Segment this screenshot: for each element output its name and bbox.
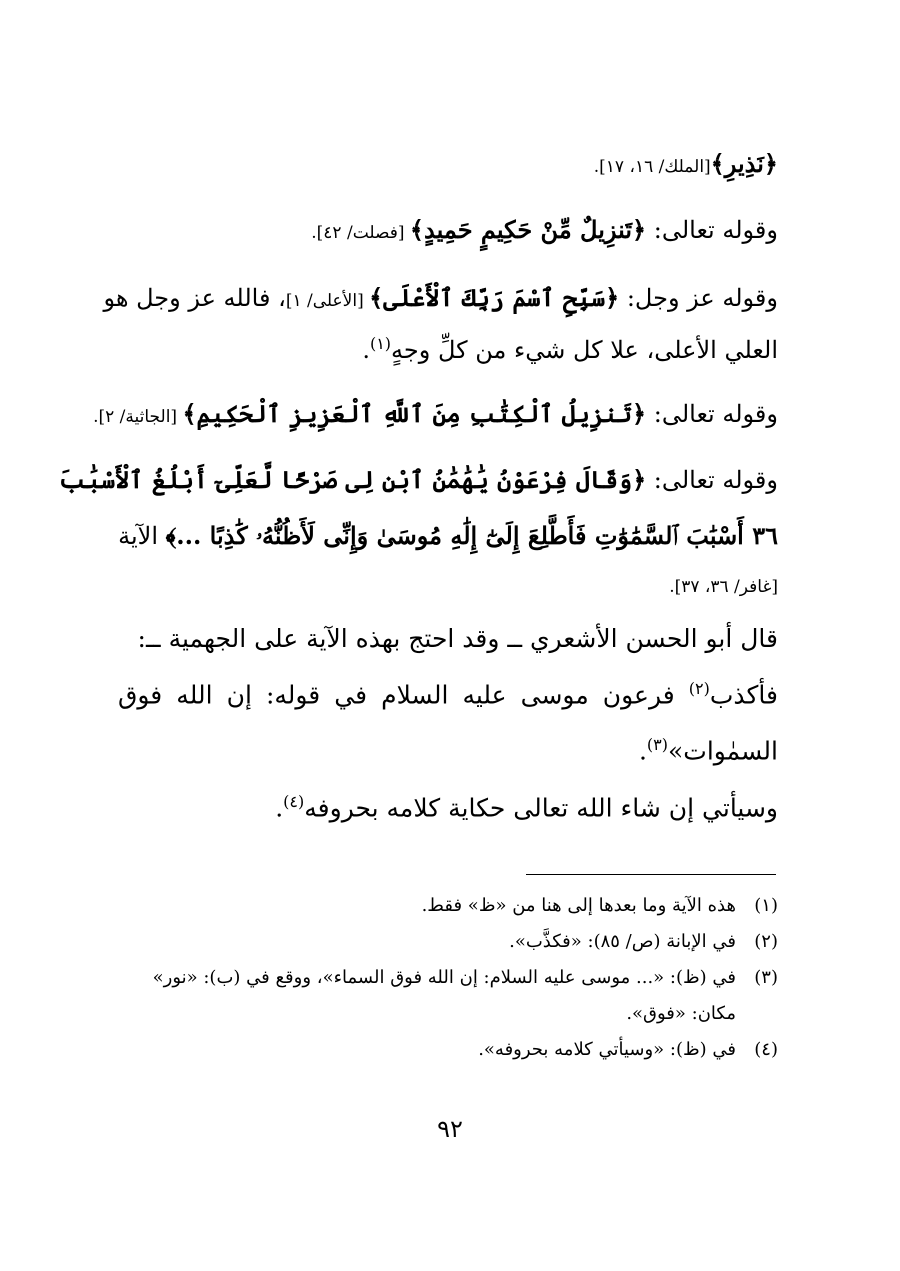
verse-line-2 xyxy=(311,212,778,251)
paragraph-line-3 xyxy=(118,777,778,833)
text: فأكذب xyxy=(709,680,778,710)
footnote-text: في (ظ): «... موسى عليه السلام: إن الله فوق السماء»، ووقع في (ب): «نور» xyxy=(152,967,736,988)
text: وسيأتي إن شاء الله تعالى حكاية كلامه بحروفه xyxy=(304,792,778,822)
surah-reference: [الأعلى/ ١] xyxy=(285,291,370,311)
quran-text: ﴿تَنزِيلُ ٱلْكِتَٰبِ مِنَ ٱللَّهِ ٱلْعَزِيزِ ٱلْحَكِيمِ﴾ xyxy=(182,399,647,428)
footnote-number: (١) xyxy=(754,895,778,916)
verse-line-5c xyxy=(669,566,778,605)
footnote-separator xyxy=(526,874,776,875)
footnote-number: (٢) xyxy=(754,931,778,952)
period: . xyxy=(362,336,370,364)
verse-line-1 xyxy=(594,146,778,185)
footnote-ref: (٣) xyxy=(646,735,668,755)
paragraph-line-1: قال أبو الحسن الأشعري ــ وقد احتج بهذه الآية على الجهمية ــ: xyxy=(137,624,778,653)
quran-text: ﴿وَقَالَ فِرْعَوْنُ يَٰهَٰمَٰنُ ٱبْنِ لِى صَرْحًا لَّعَلِّىٓ أَبْلُغُ ٱلْأَسْبَٰبَ xyxy=(58,465,647,494)
commentary-text: ، فالله عز وجل هو xyxy=(103,284,286,312)
page-number: ٩٢ xyxy=(437,1115,463,1143)
paragraph-line-2 xyxy=(118,664,778,777)
footnote-continuation: مكان: «فوق». xyxy=(626,1003,736,1024)
footnote-item xyxy=(118,888,778,924)
quran-text: ٣٦ أَسْبَٰبَ ٱلسَّمَٰوَٰتِ فَأَطَّلِعَ إِلَىٰٓ إِلَٰهِ مُوسَىٰ وَإِنِّى لَأَظُنُّهُۥ كَٰذِبًا ...﴾ xyxy=(165,521,778,550)
surah-reference: [الجاثية/ ٢]. xyxy=(93,407,183,427)
footnote-ref: (٤) xyxy=(283,791,305,811)
footnote-text: في (ظ): «وسيأتي كلامه بحروفه». xyxy=(478,1039,736,1060)
surah-reference: [غافر/ ٣٦، ٣٧]. xyxy=(669,577,778,597)
quran-text: ﴿سَبِّحِ ٱسْمَ رَبِّكَ ٱلْأَعْلَى﴾ xyxy=(369,283,620,312)
footnote-ref: (٢) xyxy=(688,679,710,698)
period: . xyxy=(275,792,284,822)
footnote-item xyxy=(118,960,778,996)
surah-reference: [فصلت/ ٤٢]. xyxy=(311,223,410,243)
quran-text: ﴿تَنزِيلٌ مِّنْ حَكِيمٍ حَمِيدٍ﴾ xyxy=(409,215,647,244)
verse-line-3 xyxy=(103,280,778,319)
footnote-ref: (١) xyxy=(369,334,392,353)
surah-reference: [الملك/ ١٦، ١٧]. xyxy=(593,157,711,177)
commentary-text: العلي الأعلى، علا كل شيء من كلِّ وجهٍ xyxy=(391,336,778,364)
text: فرعون موسى عليه السلام في قوله: إن الله فوق السمٰوات» xyxy=(118,680,778,766)
intro-text: وقوله تعالى: xyxy=(646,466,778,494)
main-paragraph xyxy=(118,614,778,833)
verse-line-5 xyxy=(59,462,778,498)
intro-text: وقوله تعالى: xyxy=(646,400,778,428)
footnote-number: (٣) xyxy=(754,967,778,988)
verse-line-3b xyxy=(362,326,778,368)
footnote-item xyxy=(118,924,778,960)
footnote-text: في الإبانة (ص/ ٨٥): «فكذَّب». xyxy=(509,931,736,952)
intro-text: وقوله تعالى: xyxy=(646,216,778,244)
verse-line-5b xyxy=(118,518,778,554)
footnote-number: (٤) xyxy=(754,1039,778,1060)
footnotes xyxy=(118,888,778,1068)
footnote-text: هذه الآية وما بعدها إلى هنا من «ظ» فقط. xyxy=(421,895,736,916)
verse-line-4 xyxy=(93,396,778,435)
commentary-text: الآية xyxy=(118,522,166,550)
period: . xyxy=(638,736,647,766)
footnote-item xyxy=(118,1032,778,1068)
intro-text: وقوله عز وجل: xyxy=(619,284,778,312)
quran-text: ﴿نَذِيرِ﴾ xyxy=(710,149,778,178)
